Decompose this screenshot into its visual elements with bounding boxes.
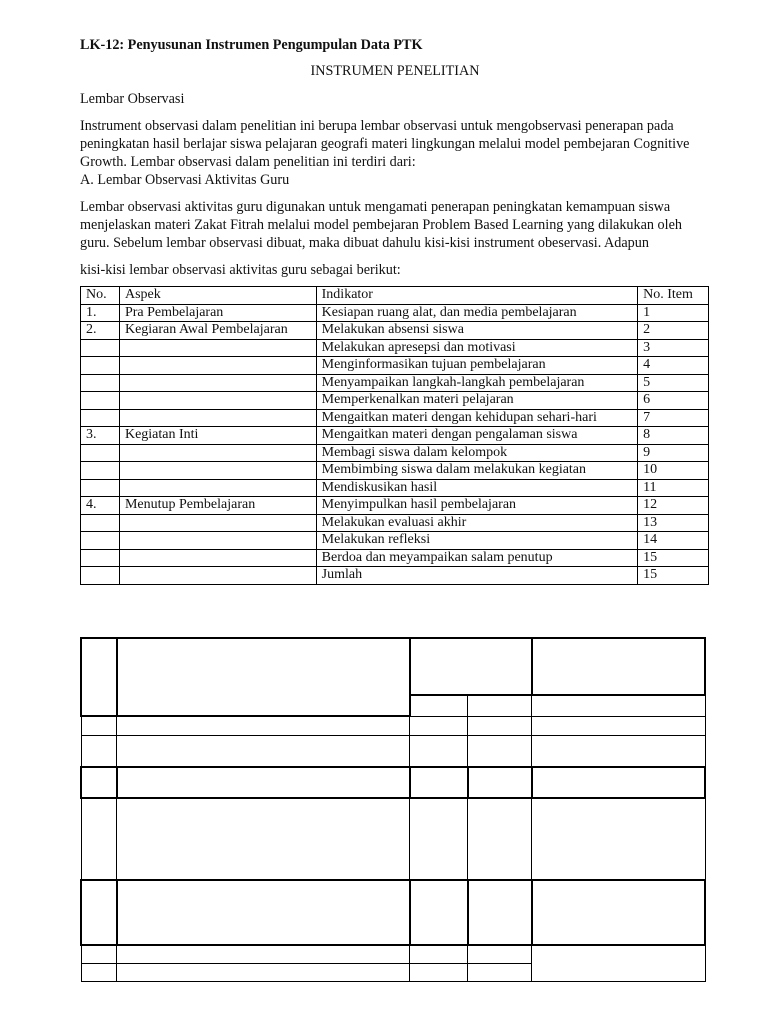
cell-no-item: 9: [638, 444, 709, 462]
cell-indikator: Memperkenalkan materi pelajaran: [316, 392, 637, 410]
grid-cell: [410, 945, 468, 963]
cell-no: [81, 357, 120, 375]
grid-cell: [117, 716, 410, 735]
grid-cell: [468, 767, 532, 798]
cell-aspek: [119, 514, 316, 532]
cell-no: [81, 549, 120, 567]
cell-no: [81, 409, 120, 427]
table-intro: kisi-kisi lembar observasi aktivitas guru sebagai berikut:: [80, 262, 401, 278]
grid-cell: [81, 945, 117, 963]
table-row: [81, 462, 709, 480]
intro-paragraph: Instrument observasi dalam penelitian ini berupa lembar observasi untuk mengobservasi penerapan pada peningkatan hasil berlajar siswa pelajaran geografi materi lingkungan melalui model pembejaran Cognitive Growth. Lembar observasi dalam penelitian ini terdiri dari:: [80, 118, 690, 170]
grid-cell: [117, 880, 410, 945]
cell-no: 3.: [81, 427, 120, 445]
table-row: [81, 479, 709, 497]
grid-cell: [468, 963, 532, 981]
cell-no: 4.: [81, 497, 120, 515]
cell-no: [81, 392, 120, 410]
table-row: [81, 392, 709, 410]
header-no: No.: [81, 287, 120, 305]
cell-no: [81, 567, 120, 585]
list-item-a: A. Lembar Observasi Aktivitas Guru: [80, 172, 290, 188]
cell-no-item: 5: [638, 374, 709, 392]
table-row: [81, 514, 709, 532]
grid-cell: [117, 963, 410, 981]
cell-no-item: 14: [638, 532, 709, 550]
cell-no-item: 3: [638, 339, 709, 357]
cell-aspek: [119, 532, 316, 550]
cell-aspek: [119, 374, 316, 392]
table-row: [81, 567, 709, 585]
table-row: [81, 322, 709, 340]
cell-indikator: Berdoa dan meyampaikan salam penutup: [316, 549, 637, 567]
grid-cell: [532, 880, 705, 945]
cell-aspek: [119, 357, 316, 375]
cell-indikator: Melakukan evaluasi akhir: [316, 514, 637, 532]
grid-cell: [81, 767, 117, 798]
cell-no-item: 7: [638, 409, 709, 427]
cell-no: [81, 462, 120, 480]
header-aspek: Aspek: [119, 287, 316, 305]
cell-aspek: [119, 567, 316, 585]
cell-indikator: Jumlah: [316, 567, 637, 585]
table-row: [81, 444, 709, 462]
header-no-item: No. Item: [638, 287, 709, 305]
cell-aspek: Menutup Pembelajaran: [119, 497, 316, 515]
grid-cell: [532, 945, 705, 981]
grid-cell: [117, 798, 410, 880]
cell-indikator: Menyimpulkan hasil pembelajaran: [316, 497, 637, 515]
table-row: [81, 427, 709, 445]
cell-no: [81, 514, 120, 532]
cell-no-item: 1: [638, 304, 709, 322]
section-heading: Lembar Observasi: [80, 91, 185, 107]
cell-indikator: Melakukan apresepsi dan motivasi: [316, 339, 637, 357]
grid-cell: [117, 735, 410, 767]
grid-cell: [117, 767, 410, 798]
cell-no-item: 13: [638, 514, 709, 532]
table-row: [81, 339, 709, 357]
grid-cell: [410, 767, 468, 798]
observation-grid: [80, 637, 706, 982]
table-row: [81, 532, 709, 550]
cell-aspek: [119, 392, 316, 410]
grid-cell: [532, 767, 705, 798]
cell-indikator: Melakukan absensi siswa: [316, 322, 637, 340]
grid-cell: [532, 798, 705, 880]
cell-no: 1.: [81, 304, 120, 322]
cell-indikator: Kesiapan ruang alat, dan media pembelajaran: [316, 304, 637, 322]
cell-no: [81, 444, 120, 462]
grid-cell: [532, 695, 705, 716]
cell-no: [81, 374, 120, 392]
grid-cell: [468, 695, 532, 716]
table-row: [81, 549, 709, 567]
cell-no-item: 6: [638, 392, 709, 410]
grid-cell: [410, 735, 468, 767]
grid-cell: [410, 716, 468, 735]
grid-cell: [532, 716, 705, 735]
cell-indikator: Membimbing siswa dalam melakukan kegiatan: [316, 462, 637, 480]
cell-aspek: Pra Pembelajaran: [119, 304, 316, 322]
cell-no-item: 11: [638, 479, 709, 497]
cell-indikator: Menyampaikan langkah-langkah pembelajaran: [316, 374, 637, 392]
cell-aspek: [119, 444, 316, 462]
document-subtitle: INSTRUMEN PENELITIAN: [310, 63, 480, 79]
grid-cell: [81, 716, 117, 735]
grid-cell: [410, 963, 468, 981]
cell-indikator: Mengaitkan materi dengan pengalaman siswa: [316, 427, 637, 445]
table-row: [81, 409, 709, 427]
grid-cell: [410, 798, 468, 880]
cell-no-item: 15: [638, 567, 709, 585]
grid-cell: [81, 638, 117, 716]
cell-no-item: 4: [638, 357, 709, 375]
cell-indikator: Mendiskusikan hasil: [316, 479, 637, 497]
header-indikator: Indikator: [316, 287, 637, 305]
cell-aspek: [119, 549, 316, 567]
grid-cell: [81, 880, 117, 945]
cell-no-item: 8: [638, 427, 709, 445]
table-row: [81, 304, 709, 322]
grid-cell: [117, 638, 410, 716]
description-paragraph: Lembar observasi aktivitas guru digunakan untuk mengamati penerapan peningkatan kemampuan siswa menjelaskan materi Zakat Fitrah melalui model pembejaran Problem Based Learning yang dilakukan oleh guru. Sebelum lembar observasi dibuat, maka dibuat dahulu kisi-kisi instrument obeservasi. Adapun: [80, 199, 682, 251]
cell-no-item: 15: [638, 549, 709, 567]
cell-no: [81, 532, 120, 550]
cell-aspek: [119, 409, 316, 427]
grid-cell: [117, 945, 410, 963]
table-row: [81, 374, 709, 392]
cell-aspek: Kegiatan Inti: [119, 427, 316, 445]
table-header-row: [81, 287, 709, 305]
cell-no-item: 10: [638, 462, 709, 480]
grid-cell: [81, 963, 117, 981]
document-title: LK-12: Penyusunan Instrumen Pengumpulan Data PTK: [80, 37, 423, 53]
grid-cell: [81, 735, 117, 767]
cell-aspek: Kegiaran Awal Pembelajaran: [119, 322, 316, 340]
cell-indikator: Membagi siswa dalam kelompok: [316, 444, 637, 462]
document-page: [80, 36, 710, 585]
grid-cell: [468, 945, 532, 963]
grid-cell: [410, 695, 468, 716]
grid-cell: [532, 735, 705, 767]
cell-aspek: [119, 479, 316, 497]
grid-cell: [81, 798, 117, 880]
cell-no: [81, 479, 120, 497]
cell-no: [81, 339, 120, 357]
grid-cell: [410, 880, 468, 945]
grid-cell: [532, 638, 705, 695]
grid-cell: [468, 798, 532, 880]
cell-indikator: Melakukan refleksi: [316, 532, 637, 550]
cell-no: 2.: [81, 322, 120, 340]
grid-cell: [468, 880, 532, 945]
cell-indikator: Mengaitkan materi dengan kehidupan sehari-hari: [316, 409, 637, 427]
table-row: [81, 497, 709, 515]
kisi-kisi-table: [80, 286, 709, 585]
cell-aspek: [119, 339, 316, 357]
grid-cell: [410, 638, 532, 695]
cell-no-item: 12: [638, 497, 709, 515]
cell-aspek: [119, 462, 316, 480]
grid-cell: [468, 716, 532, 735]
cell-no-item: 2: [638, 322, 709, 340]
table-row: [81, 357, 709, 375]
cell-indikator: Menginformasikan tujuan pembelajaran: [316, 357, 637, 375]
grid-cell: [468, 735, 532, 767]
